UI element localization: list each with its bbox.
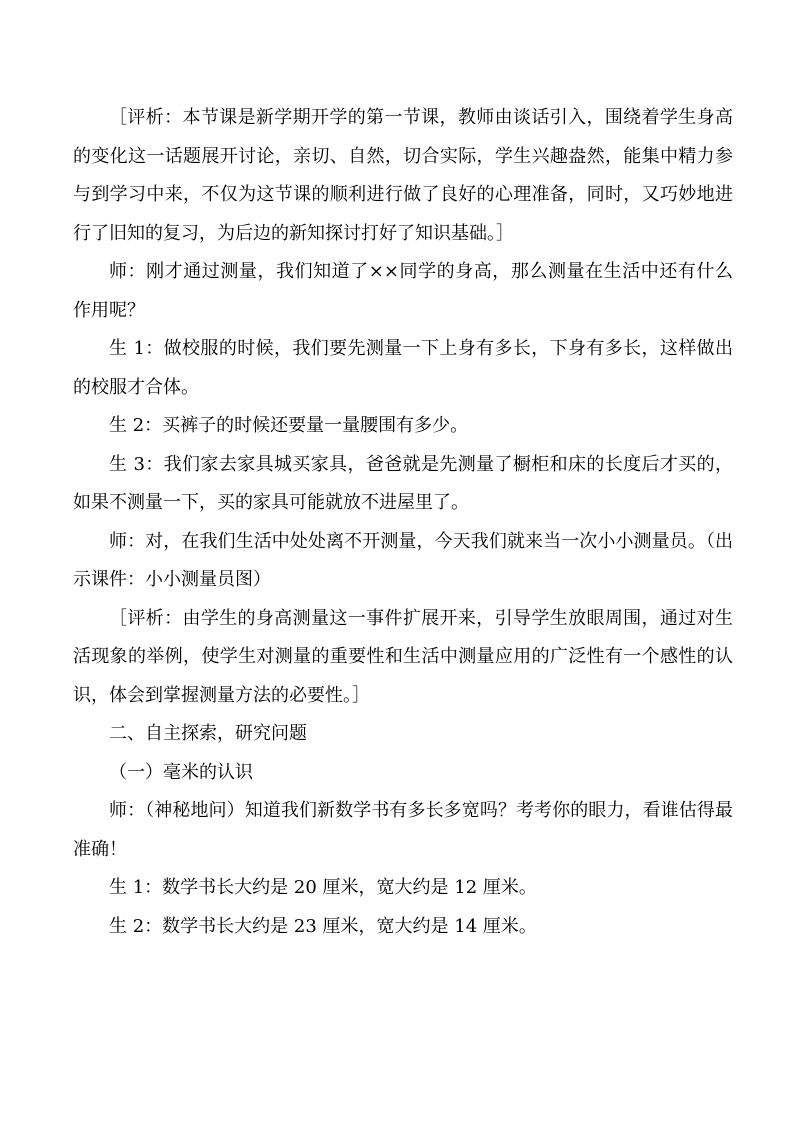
paragraph-teacher-measurer: 师：对，在我们生活中处处离不开测量，今天我们就来当一次小小测量员。（出示课件：小小测量员图） <box>73 530 733 590</box>
paragraph-student-1-uniform: 生 1：做校服的时候，我们要先测量一下上身有多长，下身有多长，这样做出的校服才合体。 <box>73 338 733 398</box>
paragraph-student-3-furniture: 生 3：我们家去家具城买家具，爸爸就是先测量了橱柜和床的长度后才买的，如果不测量一下，买的家具可能就放不进屋里了。 <box>73 453 733 513</box>
paragraph-student-2-pants: 生 2：买裤子的时候还要量一量腰围有多少。 <box>109 415 469 436</box>
section-heading-explore: 二、自主探索，研究问题 <box>109 723 307 744</box>
paragraph-student-2-estimate: 生 2：数学书长大约是 23 厘米，宽大约是 14 厘米。 <box>109 915 537 937</box>
paragraph-comment-2: ［评析：由学生的身高测量这一事件扩展开来，引导学生放眼周围，通过对生活现象的举例，使学生对测量的重要性和生活中测量应用的广泛性有一个感性的认识，体会到掌握测量方法的必要性。］ <box>73 607 733 706</box>
paragraph-teacher-book-size: 师：（神秘地问）知道我们新数学书有多长多宽吗？考考你的眼力，看谁估得最准确！ <box>73 800 733 860</box>
paragraph-comment-1: ［评析：本节课是新学期开学的第一节课，教师由谈话引入，围绕着学生身高的变化这一话题展开讨论，亲切、自然，切合实际，学生兴趣盎然，能集中精力参与到学习中来，不仅为这节课的顺利进行做了良好的心理准备，同时，又巧妙地进行了旧知的复习，为后边的新知探讨打好了知识基础。］ <box>73 107 733 244</box>
document-body <box>73 99 733 946</box>
subsection-heading-millimeter: （一）毫米的认识 <box>109 761 253 783</box>
paragraph-teacher-question: 师：刚才通过测量，我们知道了××同学的身高，那么测量在生活中还有什么作用呢？ <box>73 261 733 321</box>
paragraph-student-1-estimate: 生 1：数学书长大约是 20 厘米，宽大约是 12 厘米。 <box>109 877 537 898</box>
